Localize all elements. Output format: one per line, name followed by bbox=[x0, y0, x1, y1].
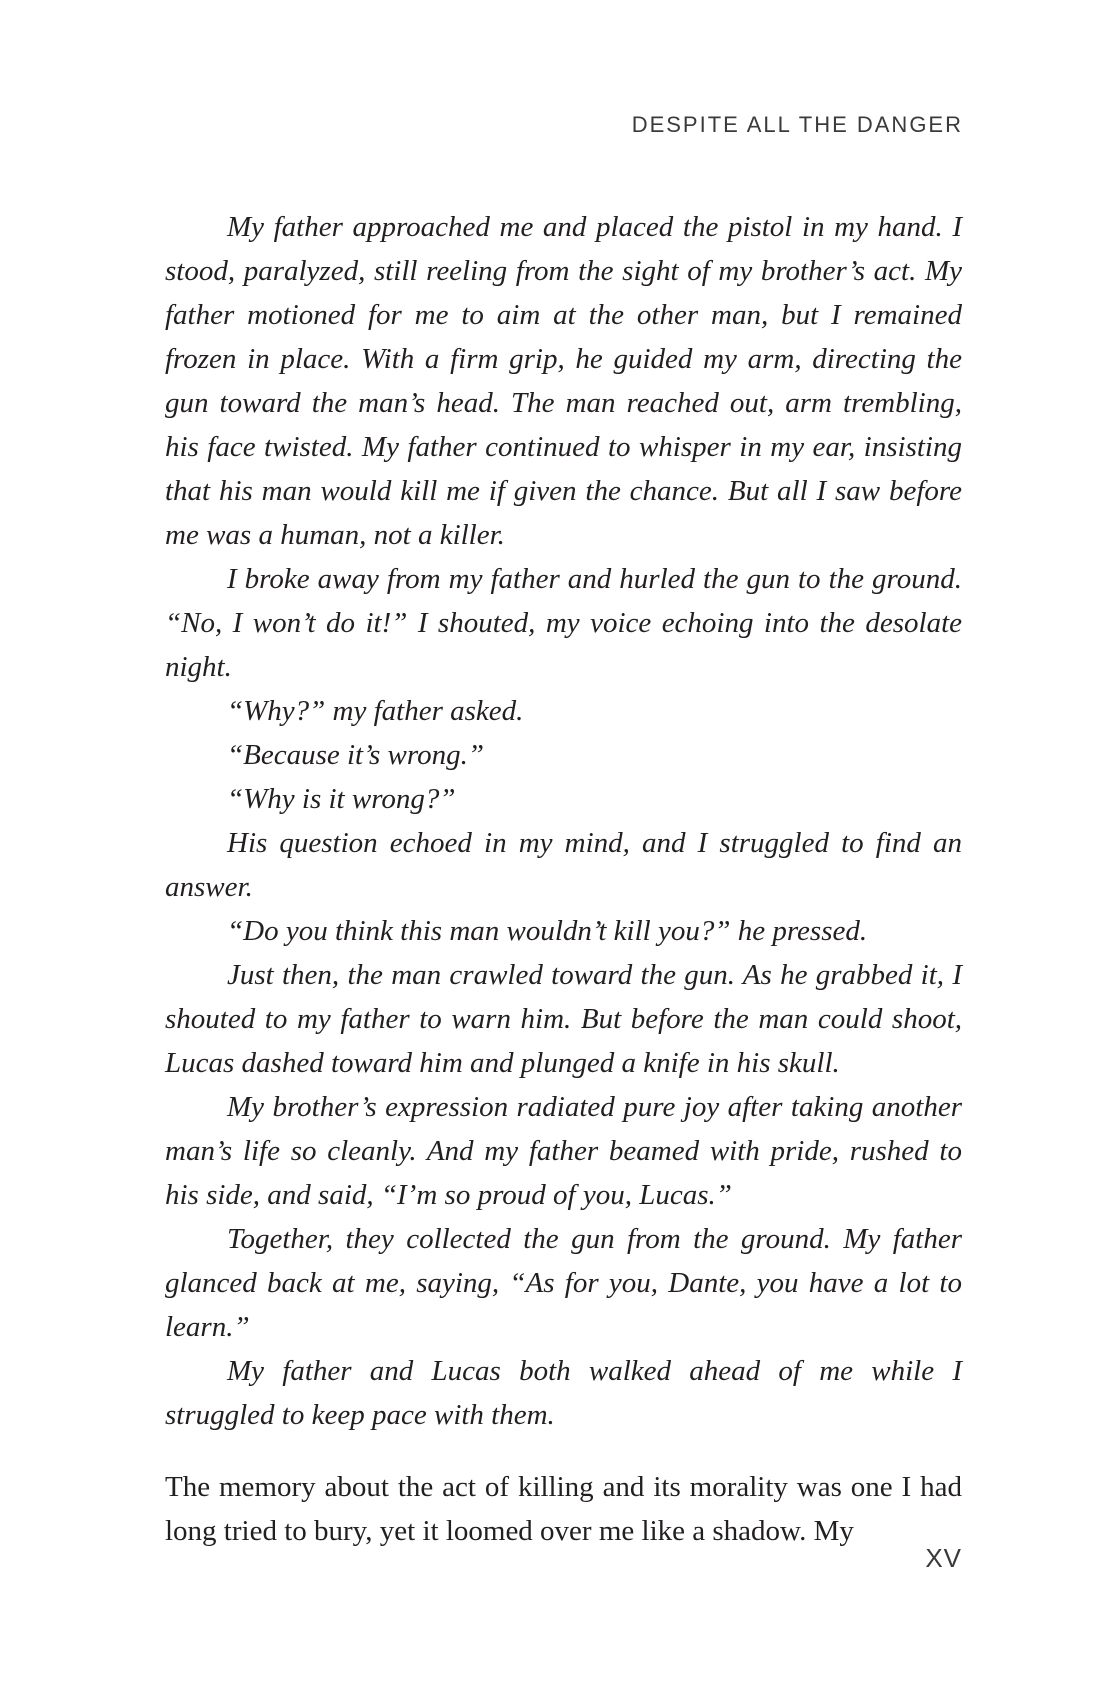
paragraph: Together, they collected the gun from the ground. My father glanced back at me, saying, “As for you, Dante, you have a lot to learn.” bbox=[165, 1223, 962, 1343]
page-number: XV bbox=[925, 1543, 962, 1573]
flashback-section bbox=[165, 205, 962, 1437]
paragraph: “Because it’s wrong.” bbox=[227, 739, 484, 771]
paragraph: His question echoed in my mind, and I struggled to find an answer. bbox=[165, 827, 962, 903]
paragraph: I broke away from my father and hurled the gun to the ground. “No, I won’t do it!” I shouted, my voice echoing into the desolate night. bbox=[165, 563, 962, 683]
paragraph: My brother’s expression radiated pure joy after taking another man’s life so cleanly. And my father beamed with pride, rushed to his side, and said, “I’m so proud of you, Lucas.” bbox=[165, 1091, 962, 1211]
paragraph: “Do you think this man wouldn’t kill you?” he pressed. bbox=[227, 915, 868, 947]
paragraph: “Why?” my father asked. bbox=[227, 695, 524, 727]
body-text bbox=[165, 205, 962, 1553]
running-head: DESPITE ALL THE DANGER bbox=[631, 112, 963, 137]
paragraph: “Why is it wrong?” bbox=[227, 783, 456, 815]
paragraph: My father approached me and placed the pistol in my hand. I stood, paralyzed, still reeling from the sight of my brother’s act. My father motioned for me to aim at the other man, but I remained frozen in place. With a firm grip, he guided my arm, directing the gun toward the man’s head. The man reached out, arm trembling, his face twisted. My father continued to whisper in my ear, insisting that his man would kill me if given the chance. But all I saw before me was a human, not a killer. bbox=[165, 211, 962, 551]
paragraph: The memory about the act of killing and its morality was one I had long tried to bury, yet it loomed over me like a shadow. My bbox=[165, 1471, 962, 1547]
paragraph: Just then, the man crawled toward the gun. As he grabbed it, I shouted to my father to warn him. But before the man could shoot, Lucas dashed toward him and plunged a knife in his skull. bbox=[165, 959, 962, 1079]
narrative-section bbox=[165, 1465, 962, 1553]
paragraph: My father and Lucas both walked ahead of me while I struggled to keep pace with them. bbox=[165, 1355, 962, 1431]
